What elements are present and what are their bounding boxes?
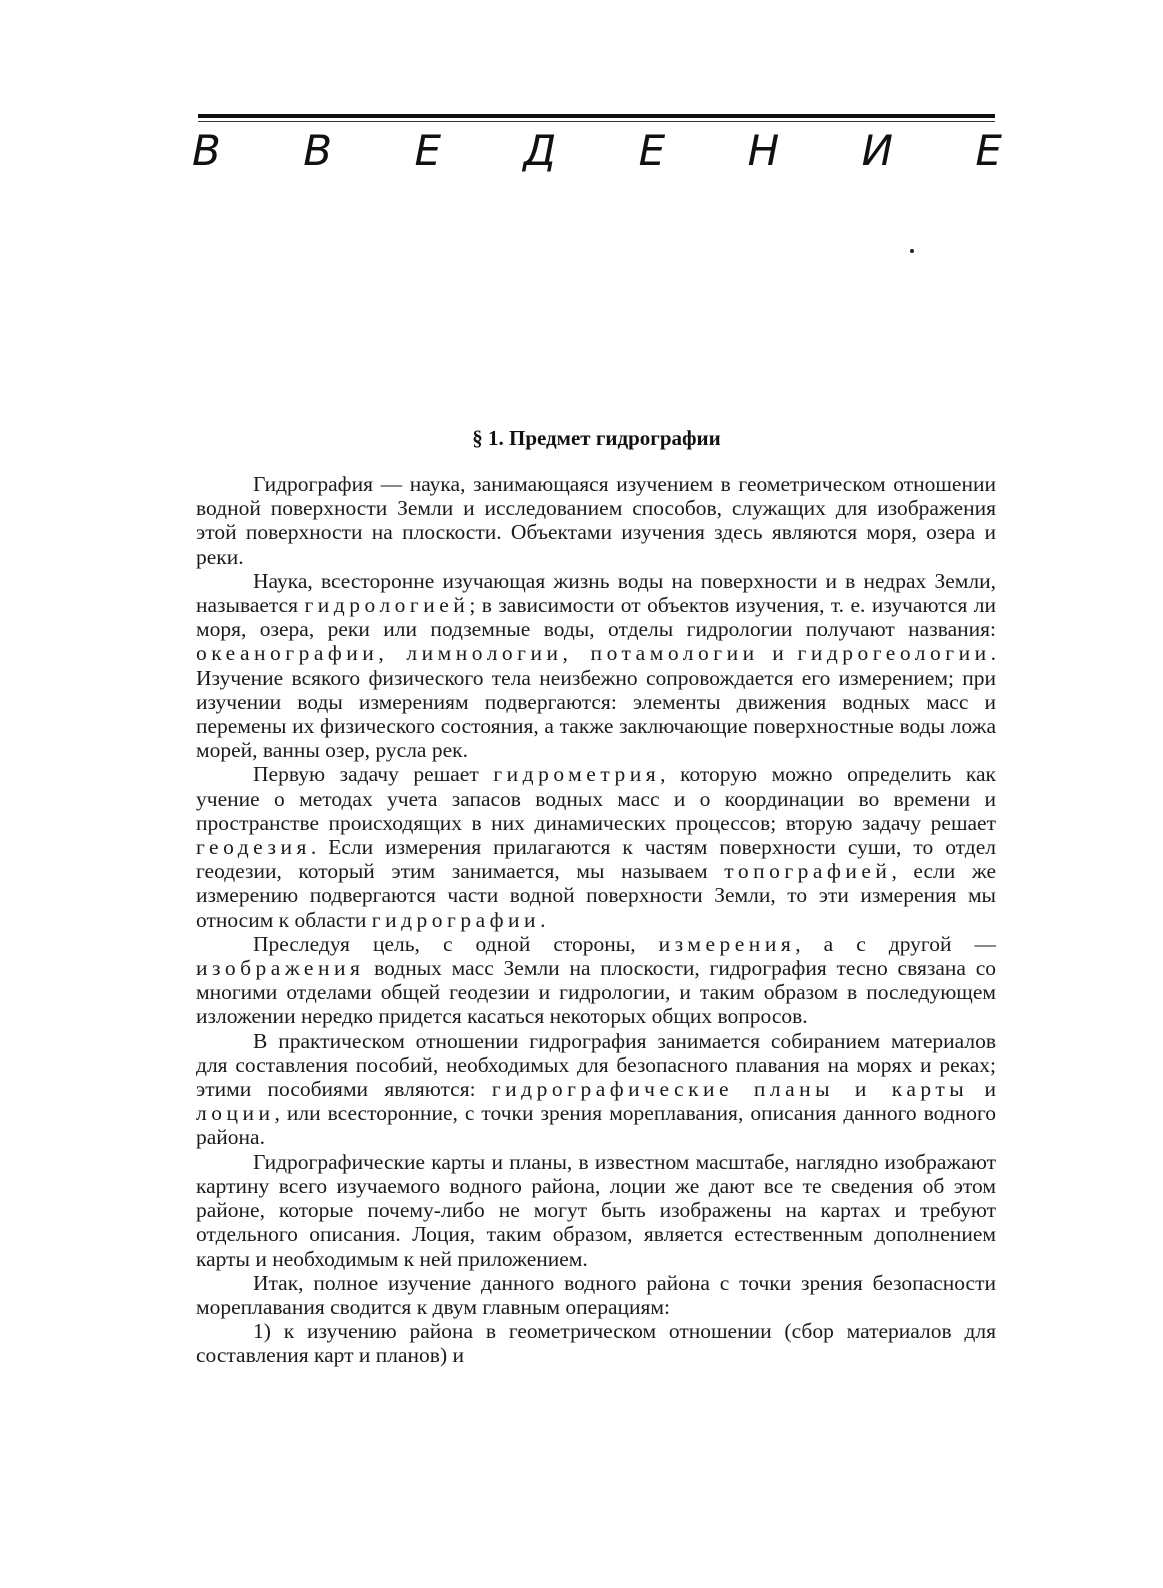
paragraph [196,762,996,931]
emphasized-term: топографией [724,859,892,884]
paragraph [196,1029,996,1150]
text-run: Первую задачу решает [253,762,494,787]
paragraph [196,1150,996,1271]
text-run: В практическом отношении гидрография занимается собиранием материалов для составления пособий, необходимых для безопасного плавания на морях и реках; этими пособиями являются: [196,1028,996,1102]
text-run: . Если измерения прилагаются к частям поверхности суши, то отдел геодезии, который этим занимается, мы называем [196,835,996,884]
heading-letter: Н [747,126,780,175]
text-run: Итак, полное изучение данного водного района с точки зрения безопасности мореплавания сводится к двум главным операциям: [196,1270,996,1319]
text-run: ; в зависимости от объектов изучения, т. е. изучаются ли моря, озера, реки или подземные воды, отделы гидрологии получают названия: [196,593,997,642]
text-run: и [968,1077,996,1102]
text-run: Гидрография — наука, занимающаяся изучением в геометрическом отношении водной поверхности Земли и исследованием способов, служащих для изображения этой поверхности на плоскости. Объектами изучения здесь являются моря, озера и реки. [196,472,996,569]
text-run: , которую можно определить как учение о методах учета запасов водных масс и о координации во времени и пространстве происходящих в них динамических процессов; вторую задачу решает [196,762,996,835]
text-run: Наука, всесторонне изучающая жизнь воды на поверхности и в недрах Земли, называется [196,568,996,618]
chapter-heading [192,126,1002,175]
paragraph [196,1271,996,1319]
text-run: Преследуя цель, с одной стороны, [253,931,659,956]
paragraph [196,1319,996,1367]
emphasized-term: гидрологией [304,593,470,618]
emphasized-term: изображения [196,956,365,981]
top-rule [198,114,995,118]
text-run: , или всесторонние, с точки зрения мореплавания, описания данного водного района. [196,1101,996,1150]
emphasized-term: гидрометрия [493,762,661,787]
paragraph [196,569,996,763]
section-title: § 1. Предмет гидрографии [472,426,721,450]
paragraph [196,932,996,1029]
heading-letter: Е [638,126,666,175]
text-run: водных масс Земли на плоскости, гидрография тесно связана со многими отделами общей геодезии и гидрологии, и таким образом в последующем изложении нередко придется касаться некоторых общих вопросов. [196,956,996,1029]
emphasized-term: измерения [658,931,796,956]
body-text [196,472,996,1368]
text-run: и [758,641,798,666]
heading-letter: Е [975,126,1002,175]
text-run: Гидрографические карты и планы, в известном масштабе, наглядно изображают картину всего изучаемого водного района, лоции же дают все те сведения об этом районе, которые почему-либо не могут быть изображены на картах и требуют отдельного описания. Лоция, таким образом, является естественным дополнением карты и необходимым к ней приложением. [196,1149,996,1271]
text-run: , а с другой — [795,931,997,956]
text-run: 1) к изучению района в геометрическом отношении (сбор материалов для составления карт и планов) и [196,1319,996,1368]
paragraph [196,472,996,569]
emphasized-term: гидрографические планы и карты [491,1077,969,1102]
heading-letter: Д [523,126,557,175]
text-run: . Изучение всякого физического тела неизбежно сопровождается его измерением; при изучении воды измерениям подвергаются: элементы движения водных масс и перемены их физического состояния, а также заключающие поверхностные воды ложа морей, ванны озер, русла рек. [196,641,996,763]
heading-letter: И [861,126,894,175]
heading-letter: В [192,126,221,175]
print-speck [910,249,914,253]
text-run: . [540,907,546,932]
heading-letter: В [303,126,333,175]
emphasized-term: гидрографии [371,907,541,932]
heading-letter: Е [414,126,442,175]
text-run: , если же измерению подвергаются части водной поверхности Земли, то эти измерения мы относим к области [196,859,996,932]
top-rule-thin [198,121,995,122]
emphasized-term: гидрогеологии [797,641,991,666]
emphasized-term: лоции [196,1101,275,1126]
emphasized-term: океанографии, лимнологии, потамологии [196,641,759,666]
emphasized-term: геодезия [196,835,311,860]
